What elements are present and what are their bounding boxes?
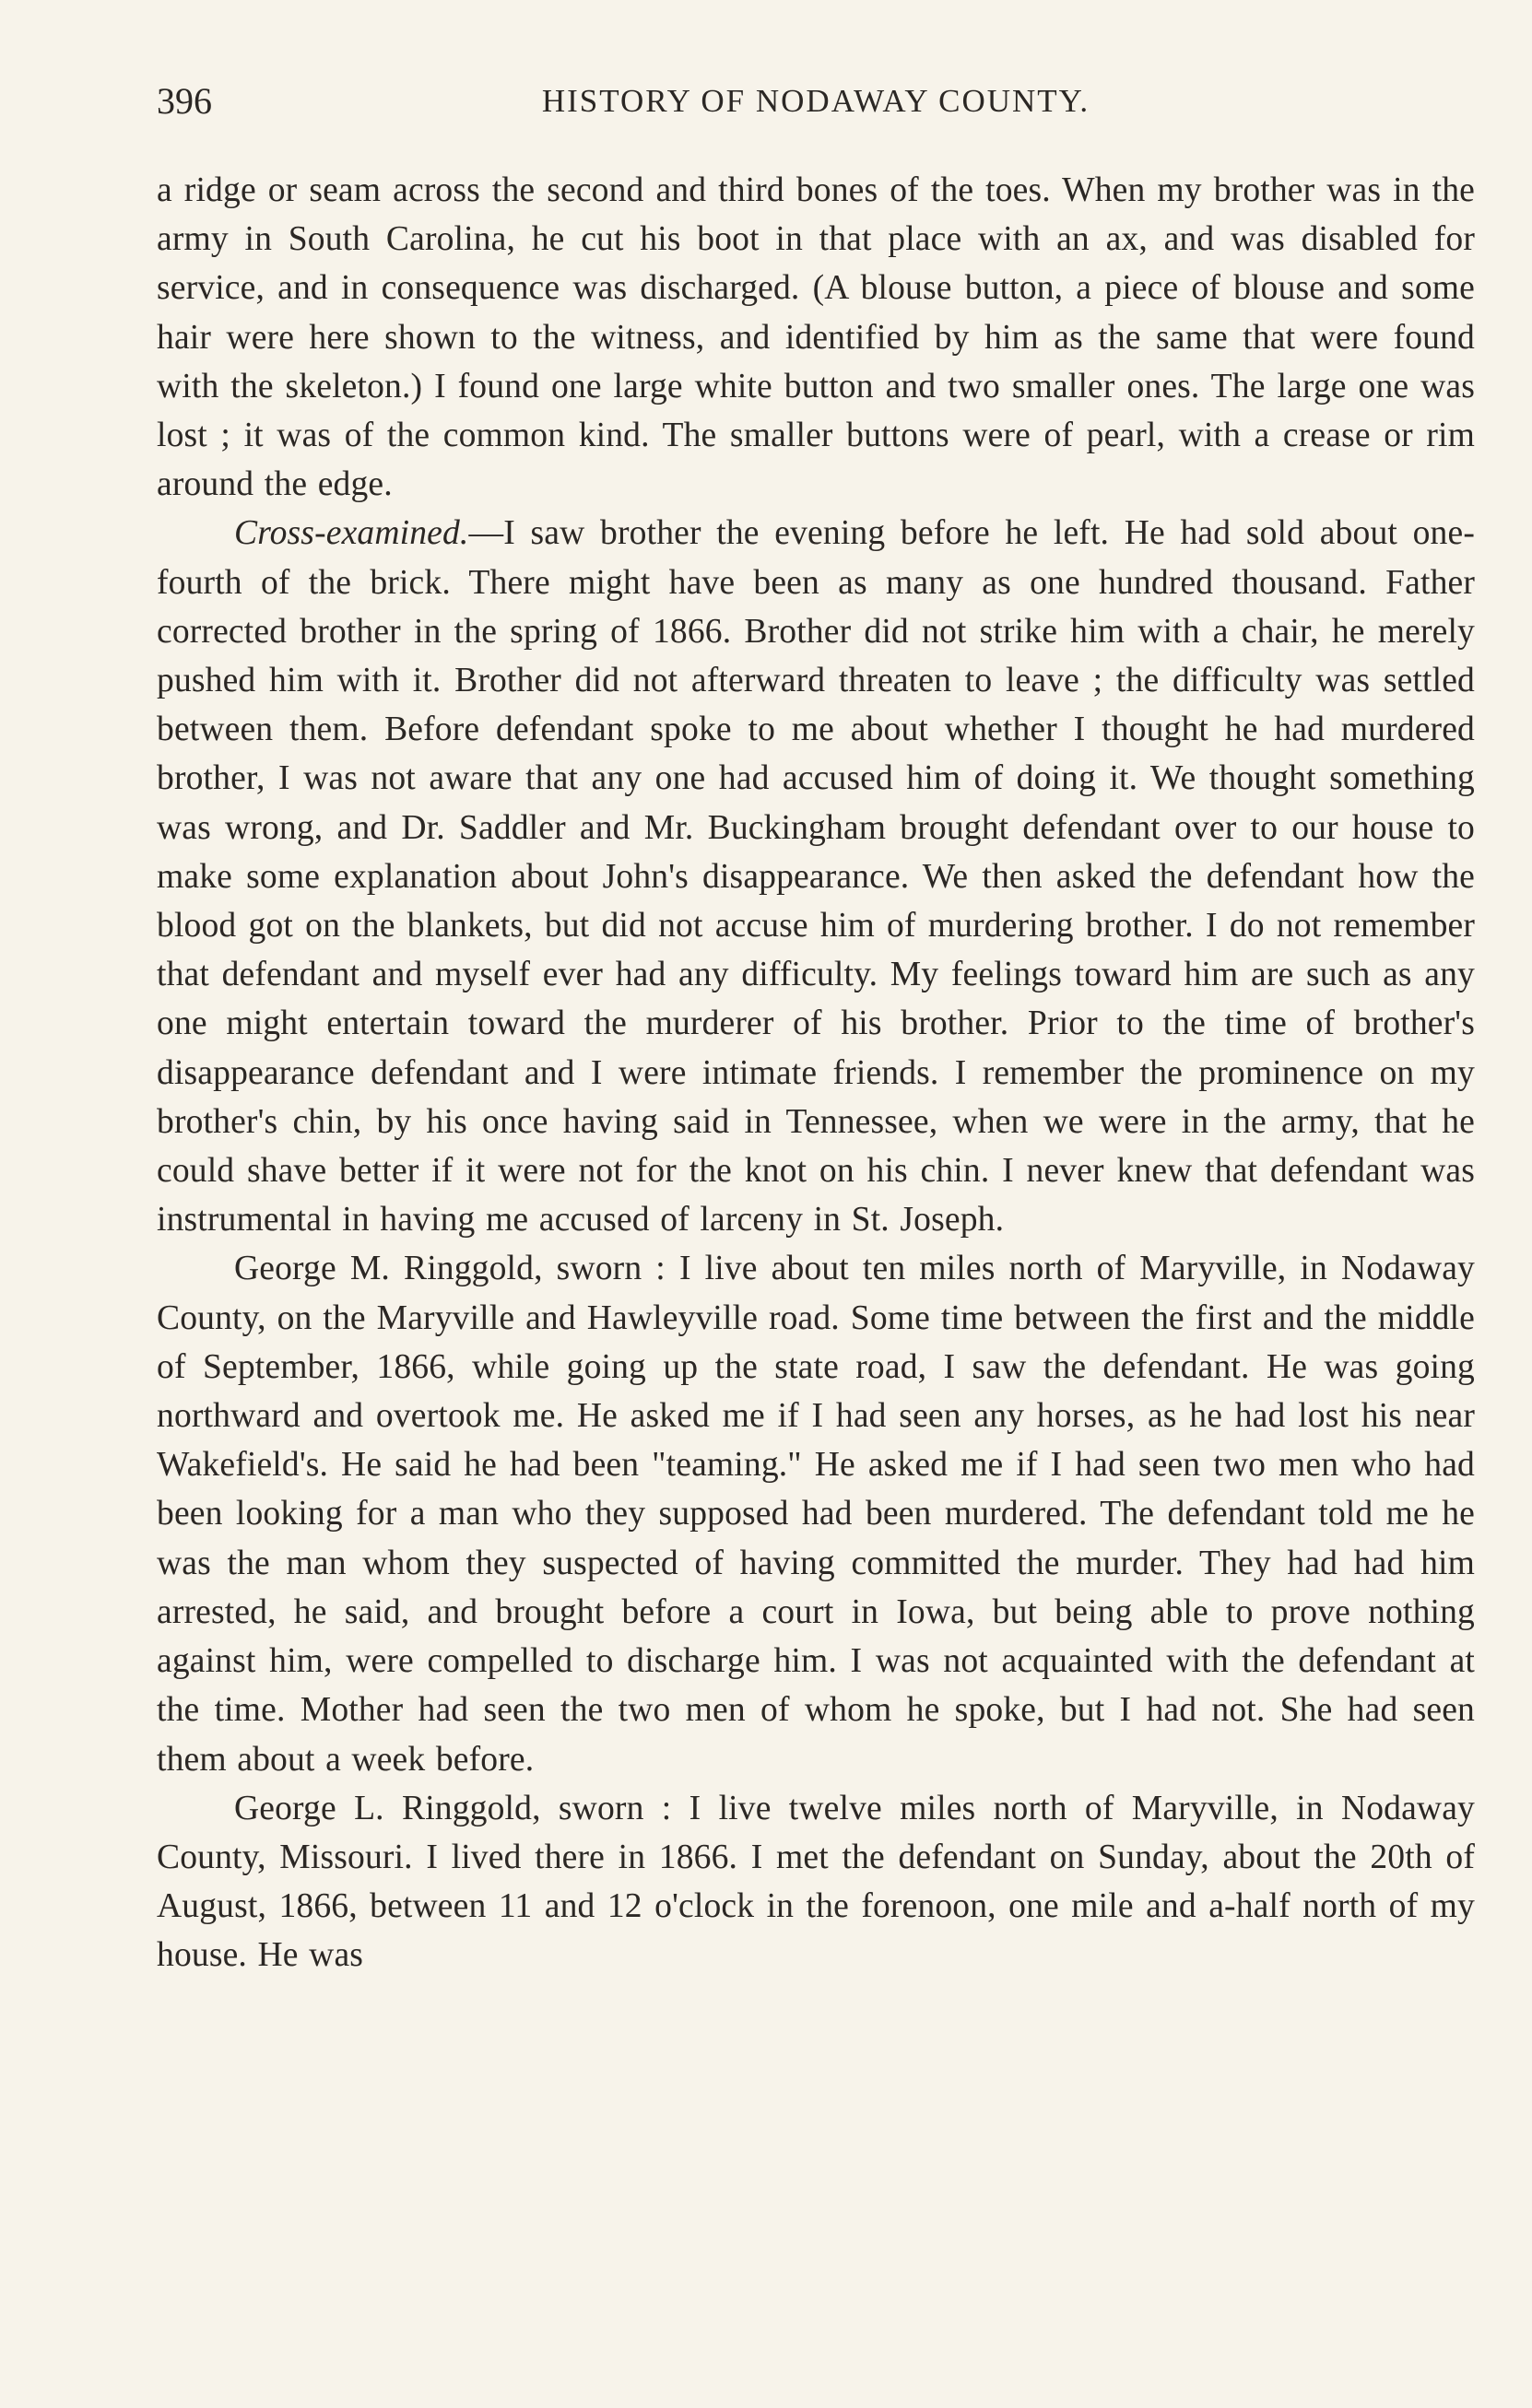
paragraph-cross-examination xyxy=(157,509,1475,1244)
paragraph-george-m-ringgold: George M. Ringgold, sworn : I live about ten miles north of Maryville, in Nodaway County, on the Maryville and Hawleyville road. Some time between the first and the middle of September, 1866, while going up the state road, I saw the defendant. He was going northward and overtook me. He asked me if I had seen any horses, as he had lost his near Wakefield's. He said he had been "teaming." He asked me if I had seen two men who had been looking for a man who they supposed had been murdered. The defendant told me he was the man whom they suspected of having committed the murder. They had had him arrested, he said, and brought before a court in Iowa, but being able to prove nothing against him, were compelled to discharge him. I was not acquainted with the defendant at the time. Mother had seen the two men of whom he spoke, but I had not. She had seen them about a week before. xyxy=(157,1250,1475,1779)
body-text xyxy=(157,166,1475,1980)
paragraph-1: a ridge or seam across the second and third bones of the toes. When my brother was in the army in South Carolina, he cut his boot in that place with an ax, and was disabled for service, and in consequence was discharged. (A blouse button, a piece of blouse and some hair were here shown to the witness, and identified by him as the same that were found with the skeleton.) I found one large white button and two smaller ones. The large one was lost ; it was of the common kind. The smaller buttons were of pearl, with a crease or rim around the edge. xyxy=(157,171,1475,504)
cross-examined-lead: Cross-examined. xyxy=(234,514,469,553)
book-page xyxy=(157,74,1475,1980)
paragraph-george-l-ringgold: George L. Ringgold, sworn : I live twelve miles north of Maryville, in Nodaway County, Missouri. I lived there in 1866. I met the defendant on Sunday, about the 20th of August, 1866, between 11 and 12 o'clock in the forenoon, one mile and a-half north of my house. He was xyxy=(157,1789,1475,1975)
page-number: 396 xyxy=(157,80,212,122)
cross-examination-text: —I saw brother the evening before he left. He had sold about one-fourth of the brick. There might have been as many as one hundred thousand. Father corrected brother in the spring of 1866. Brother did not strike him with a chair, he merely pushed him with it. Brother did not afterward threaten to leave ; the difficulty was settled between them. Before defendant spoke to me about whether I thought he had murdered brother, I was not aware that any one had accused him of doing it. We thought something was wrong, and Dr. Saddler and Mr. Buckingham brought defendant over to our house to make some explanation about John's disappearance. We then asked the defendant how the blood got on the blankets, but did not accuse him of murdering brother. I do not remember that defendant and myself ever had any difficulty. My feelings toward him are such as any one might entertain toward the murderer of his brother. Prior to the time of brother's disappearance defendant and I were intimate friends. I remember the prominence on my brother's chin, by his once having said in Tennessee, when we were in the army, that he could shave better if it were not for the knot on his chin. I never knew that defendant was instrumental in having me accused of larceny in St. Joseph. xyxy=(157,514,1475,1239)
running-title: HISTORY OF NODAWAY COUNTY. xyxy=(541,83,1090,119)
page-header xyxy=(157,74,1475,129)
